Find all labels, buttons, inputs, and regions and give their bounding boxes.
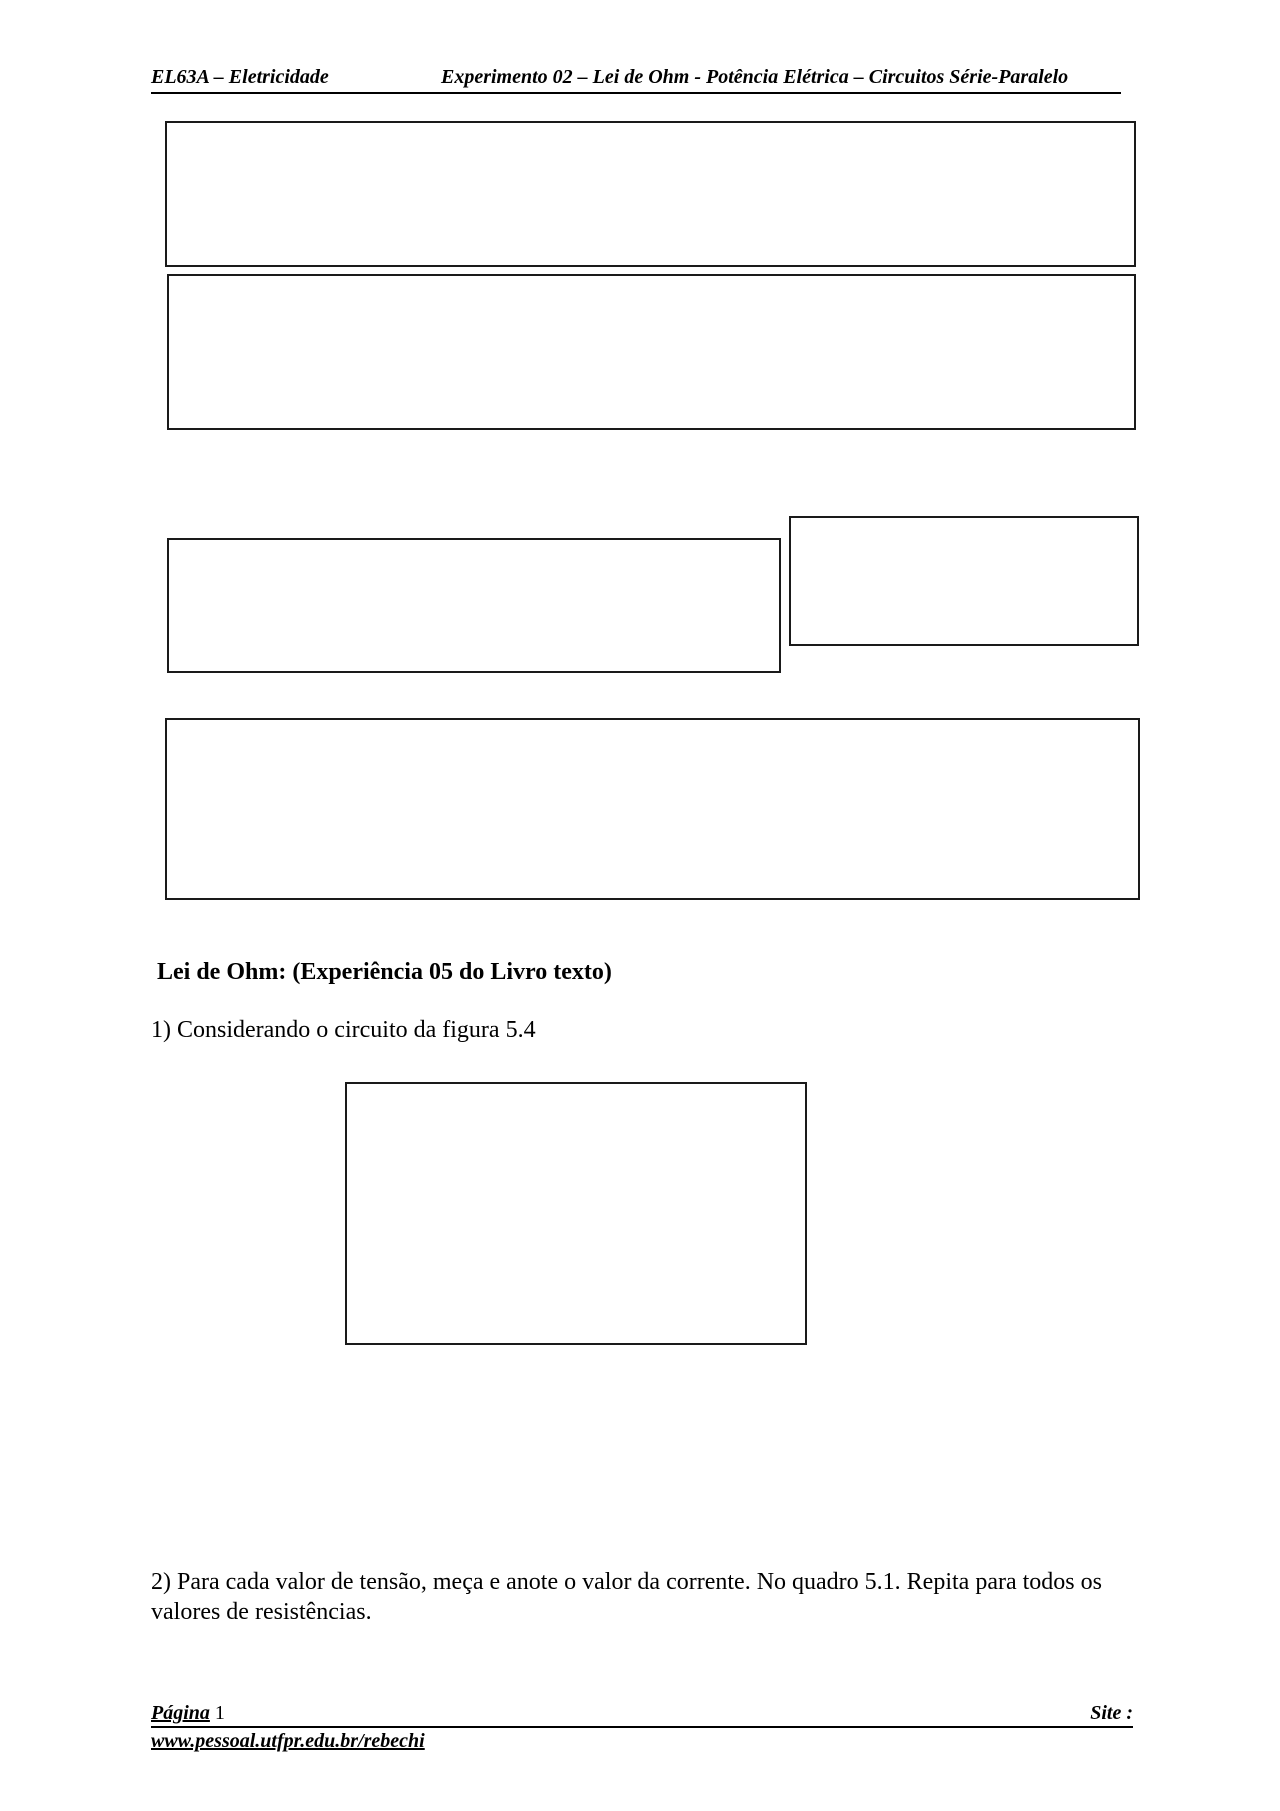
section-title: Lei de Ohm: (Experiência 05 do Livro texto) bbox=[157, 959, 612, 985]
figure-placeholder-5 bbox=[165, 718, 1140, 900]
figure-placeholder-3 bbox=[167, 538, 781, 673]
question-1: 1) Considerando o circuito da figura 5.4 bbox=[151, 1017, 536, 1043]
experiment-title: Experimento 02 – Lei de Ohm - Potência Elétrica – Circuitos Série-Paralelo bbox=[441, 66, 1069, 88]
footer-line bbox=[151, 1700, 1133, 1728]
circuit-figure-placeholder bbox=[345, 1082, 807, 1345]
page-footer bbox=[151, 1700, 1133, 1754]
figure-placeholder-4 bbox=[789, 516, 1139, 646]
page-header bbox=[151, 64, 1121, 94]
page-number: 1 bbox=[214, 1702, 225, 1724]
question-2: 2) Para cada valor de tensão, meça e anote o valor da corrente. No quadro 5.1. Repita para todos os valores de resistências. bbox=[151, 1569, 1102, 1625]
figure-placeholder-1 bbox=[165, 121, 1136, 267]
figure-placeholder-2 bbox=[167, 274, 1136, 430]
site-label: Site : bbox=[1090, 1702, 1133, 1724]
site-url-link[interactable]: www.pessoal.utfpr.edu.br/rebechi bbox=[151, 1730, 425, 1752]
page-label: Página bbox=[151, 1702, 210, 1724]
course-title: EL63A – Eletricidade bbox=[151, 66, 329, 88]
